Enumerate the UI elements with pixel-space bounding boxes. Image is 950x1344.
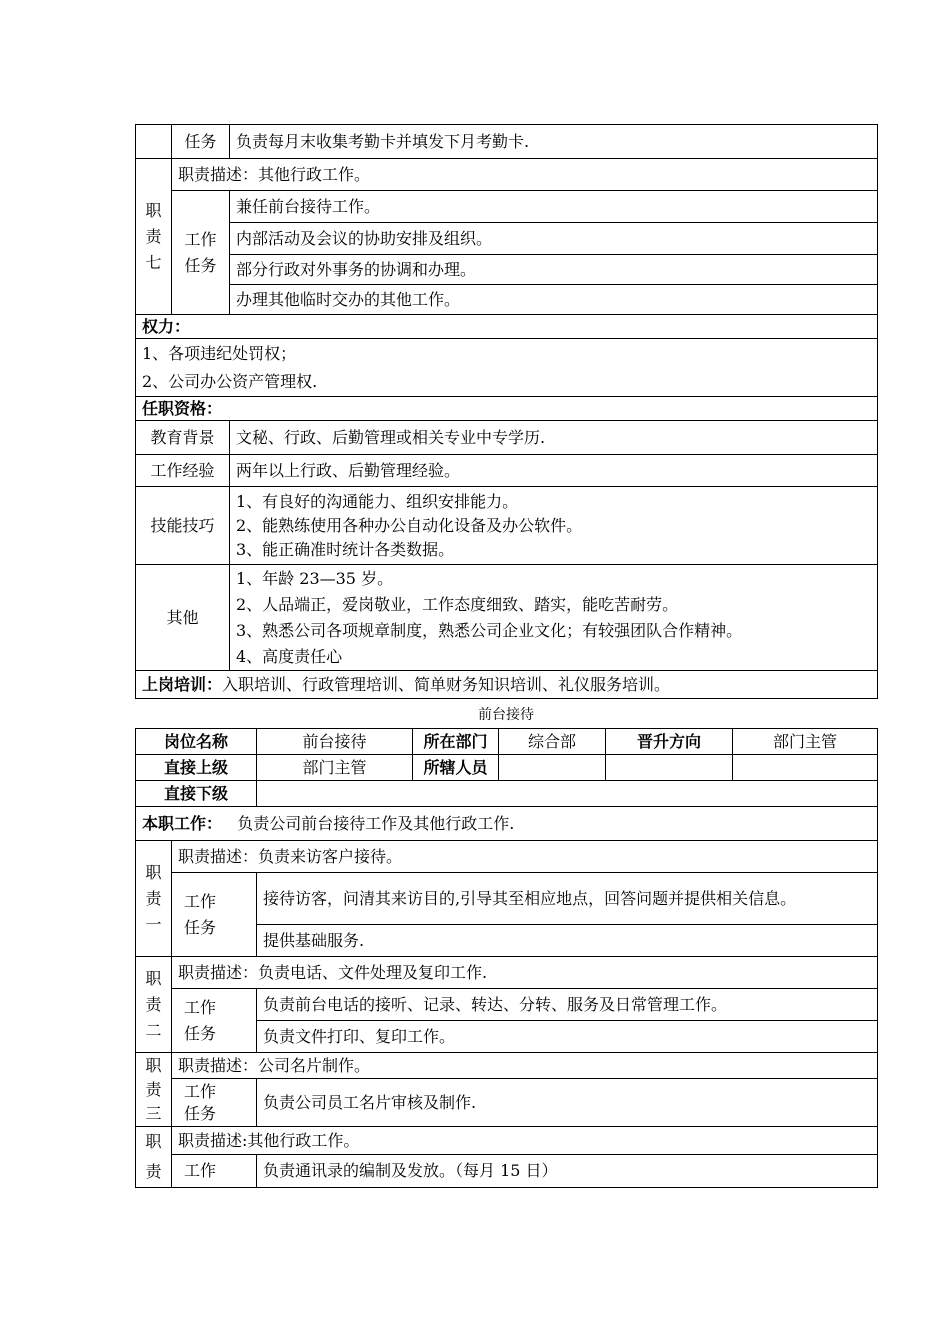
power-list bbox=[136, 339, 878, 397]
task-item: 提供基础服务. bbox=[257, 925, 878, 957]
promotion-label: 晋升方向 bbox=[606, 729, 733, 755]
work-task-label: 工作 任务 bbox=[172, 873, 257, 957]
other-item: 4、高度责任心 bbox=[236, 646, 343, 666]
duty-description: 职责描述：公司名片制作。 bbox=[172, 1053, 878, 1079]
supervisor-value: 部门主管 bbox=[257, 755, 413, 781]
power-title: 权力： bbox=[136, 315, 878, 339]
main-duty-row bbox=[136, 807, 878, 841]
other-item: 2、人品端正，爱岗敬业，工作态度细致、踏实，能吃苦耐劳。 bbox=[236, 594, 679, 614]
skill-item: 3、能正确准时统计各类数据。 bbox=[236, 539, 455, 559]
experience-value: 两年以上行政、后勤管理经验。 bbox=[230, 455, 878, 487]
work-task-label: 工作 任务 bbox=[172, 191, 230, 315]
position-name-label: 岗位名称 bbox=[136, 729, 257, 755]
task-item: 负责前台电话的接听、记录、转达、分转、服务及日常管理工作。 bbox=[257, 989, 878, 1021]
duty-seven-label: 职 责 七 bbox=[136, 159, 172, 315]
task-item: 负责文件打印、复印工作。 bbox=[257, 1021, 878, 1053]
department-value: 综合部 bbox=[499, 729, 606, 755]
skill-item: 1、有良好的沟通能力、组织安排能力。 bbox=[236, 491, 519, 511]
skills-list bbox=[230, 487, 878, 565]
skill-item: 2、能熟练使用各种办公自动化设备及办公软件。 bbox=[236, 515, 583, 535]
skills-label: 技能技巧 bbox=[136, 487, 230, 565]
education-label: 教育背景 bbox=[136, 421, 230, 455]
duty-one-label: 职 责 一 bbox=[136, 841, 172, 957]
qualification-title: 任职资格： bbox=[136, 397, 878, 421]
training-row bbox=[136, 671, 878, 699]
other-label: 其他 bbox=[136, 565, 230, 671]
task-item: 兼任前台接待工作。 bbox=[230, 191, 878, 223]
task-item: 负责通讯录的编制及发放。（每月 15 日） bbox=[257, 1155, 878, 1188]
other-item: 3、熟悉公司各项规章制度，熟悉公司企业文化；有较强团队合作精神。 bbox=[236, 620, 743, 640]
duty-two-label: 职 责 二 bbox=[136, 957, 172, 1053]
task-label: 任务 bbox=[172, 125, 230, 159]
other-item: 1、年龄 23—35 岁。 bbox=[236, 568, 394, 588]
duty-three-label: 职 责 三 bbox=[136, 1053, 172, 1127]
position-caption: 前台接待 bbox=[478, 707, 534, 723]
supervisor-label: 直接上级 bbox=[136, 755, 257, 781]
work-task-label: 工作 任务 bbox=[172, 1079, 257, 1127]
reception-position-table bbox=[135, 728, 878, 1188]
duty-description: 职责描述:其他行政工作。 bbox=[172, 1127, 878, 1155]
task-item: 负责公司员工名片审核及制作. bbox=[257, 1079, 878, 1127]
position-name-value: 前台接待 bbox=[257, 729, 413, 755]
promotion-value: 部门主管 bbox=[733, 729, 878, 755]
empty-cell bbox=[606, 755, 733, 781]
subordinate-value bbox=[257, 781, 878, 807]
empty-cell bbox=[733, 755, 878, 781]
duty-four-label: 职 责 bbox=[136, 1127, 172, 1188]
task-item: 接待访客，问清其来访目的,引导其至相应地点，回答问题并提供相关信息。 bbox=[257, 873, 878, 925]
main-duty-text: 负责公司前台接待工作及其他行政工作. bbox=[237, 813, 515, 833]
department-label: 所在部门 bbox=[413, 729, 499, 755]
task-item: 部分行政对外事务的协调和办理。 bbox=[230, 255, 878, 285]
power-item: 1、各项违纪处罚权； bbox=[142, 343, 297, 363]
duty-description: 职责描述：负责来访客户接待。 bbox=[172, 841, 878, 873]
duty-description: 职责描述：其他行政工作。 bbox=[172, 159, 878, 191]
task-item: 内部活动及会议的协助安排及组织。 bbox=[230, 223, 878, 255]
main-duty-title: 本职工作： bbox=[142, 813, 223, 833]
experience-label: 工作经验 bbox=[136, 455, 230, 487]
staff-label: 所辖人员 bbox=[413, 755, 499, 781]
duty-table-continued bbox=[135, 124, 878, 699]
work-task-label: 工作 任务 bbox=[172, 989, 257, 1053]
task-text: 负责每月末收集考勤卡并填发下月考勤卡. bbox=[230, 125, 878, 159]
work-task-label: 工作 bbox=[172, 1155, 257, 1188]
staff-value bbox=[499, 755, 606, 781]
power-item: 2、公司办公资产管理权. bbox=[142, 371, 318, 391]
duty-description: 职责描述：负责电话、文件处理及复印工作. bbox=[172, 957, 878, 989]
task-item: 办理其他临时交办的其他工作。 bbox=[230, 285, 878, 315]
empty-cell bbox=[136, 125, 172, 159]
other-list bbox=[230, 565, 878, 671]
training-title: 上岗培训： bbox=[142, 674, 223, 694]
education-value: 文秘、行政、后勤管理或相关专业中专学历. bbox=[230, 421, 878, 455]
subordinate-label: 直接下级 bbox=[136, 781, 257, 807]
training-text: 入职培训、行政管理培训、简单财务知识培训、礼仪服务培训。 bbox=[222, 674, 671, 694]
